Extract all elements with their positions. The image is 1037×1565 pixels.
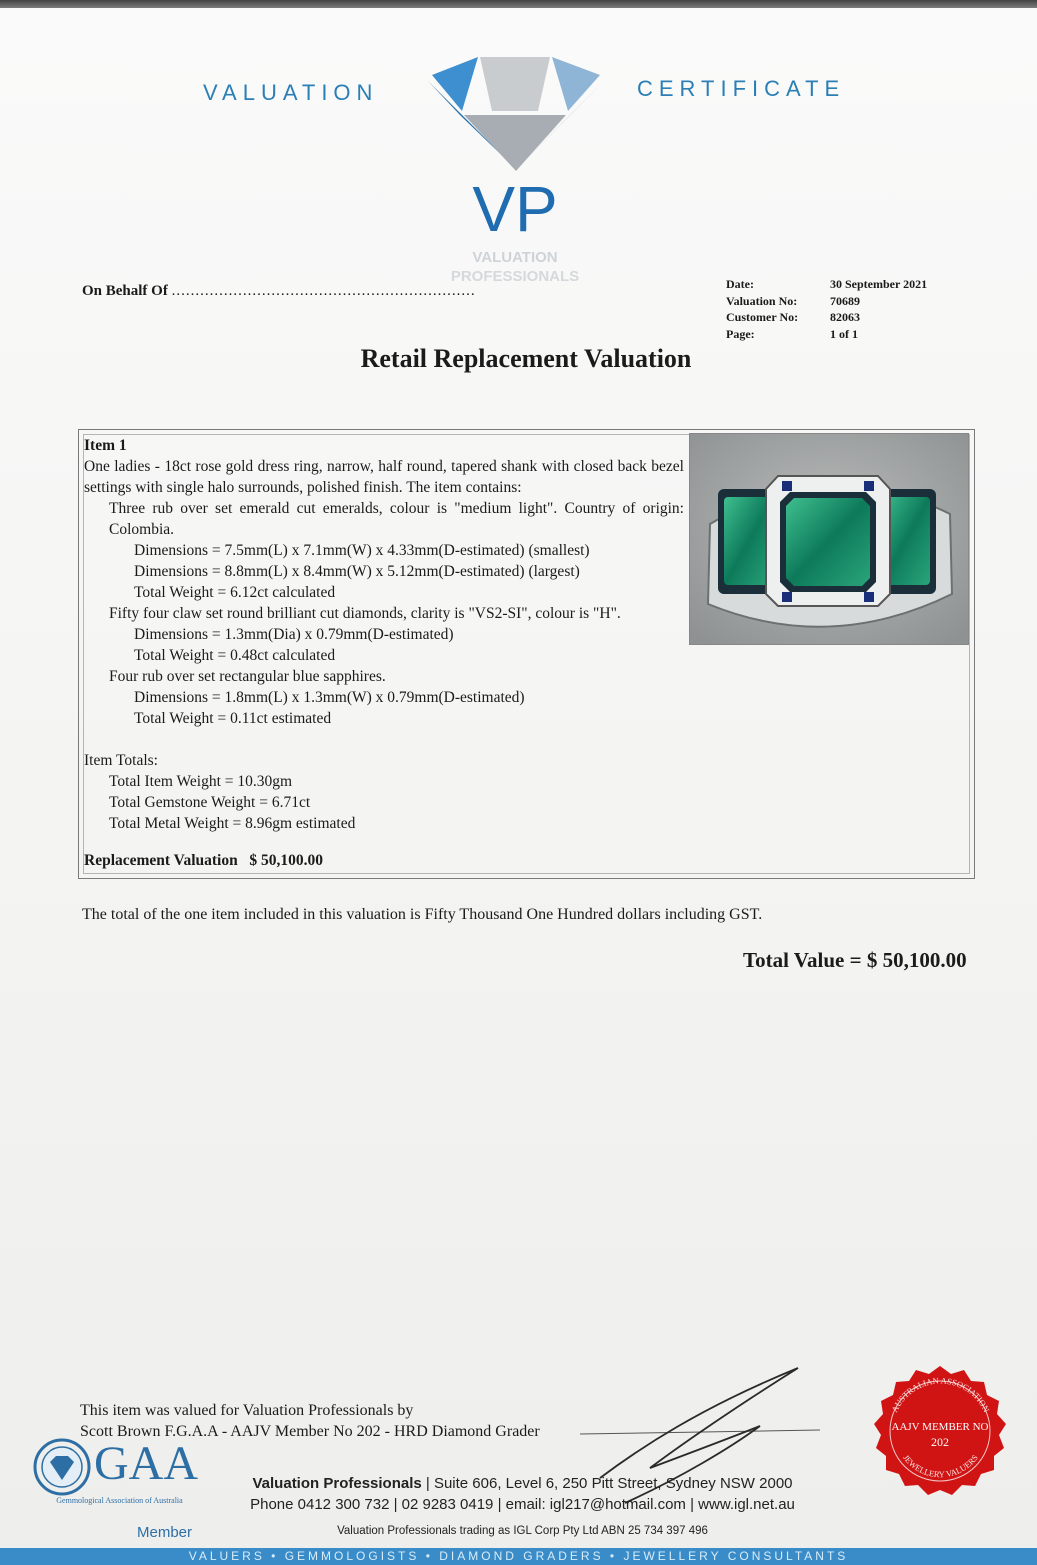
header-certificate-word: CERTIFICATE xyxy=(637,76,846,101)
aajv-seal xyxy=(873,1364,1008,1499)
gaa-member-label: Member xyxy=(137,1524,193,1541)
footer-band xyxy=(0,1548,1037,1565)
valuation-summary-line: The total of the one item included in this valuation is Fifty Thousand One Hundred dollars including GST. xyxy=(82,906,763,923)
emerald-dimensions-large: Dimensions = 8.8mm(L) x 8.4mm(W) x 5.12mm(D-estimated) (largest) xyxy=(134,563,580,580)
sapphire-dimensions: Dimensions = 1.8mm(L) x 1.3mm(W) x 0.79mm(D-estimated) xyxy=(134,689,525,706)
footer-company: Valuation Professionals xyxy=(252,1475,422,1492)
sapphire-description: Four rub over set rectangular blue sapphires. xyxy=(109,668,386,685)
sapphire-4 xyxy=(864,592,874,602)
emerald-dimensions-small: Dimensions = 7.5mm(L) x 7.1mm(W) x 4.33mm(D-estimated) (smallest) xyxy=(134,542,590,559)
total-value: Total Value = $ 50,100.00 xyxy=(743,948,967,972)
header-valuation-word: VALUATION xyxy=(203,80,379,105)
on-behalf-of xyxy=(82,283,476,300)
item-box xyxy=(78,429,975,879)
seal-arc-bottom: JEWELLERY VALUERS xyxy=(901,1452,980,1480)
valuer-line-2: Scott Brown F.G.A.A - AAJV Member No 202 - HRD Diamond Grader xyxy=(80,1423,540,1440)
total-metal-weight: Total Metal Weight = 8.96gm estimated xyxy=(109,815,356,832)
meta-customer-label: Customer No: xyxy=(726,310,799,324)
total-gemstone-weight: Total Gemstone Weight = 6.71ct xyxy=(109,794,311,811)
on-behalf-label: On Behalf Of xyxy=(82,283,168,299)
center-emerald xyxy=(786,498,870,586)
ring-illustration xyxy=(690,434,968,644)
footer-legal: Valuation Professionals trading as IGL Corp Pty Ltd ABN 25 734 397 496 xyxy=(337,1525,708,1537)
replacement-valuation xyxy=(84,852,323,870)
replacement-value: $ 50,100.00 xyxy=(249,852,323,869)
item-heading: Item 1 xyxy=(84,437,127,454)
meta-page-row xyxy=(726,326,927,343)
meta-valuation-label: Valuation No: xyxy=(726,293,798,308)
gaa-full-name: Gemmological Association of Australia xyxy=(56,1496,183,1505)
sapphire-weight: Total Weight = 0.11ct estimated xyxy=(134,710,332,727)
on-behalf-dots: ................................................................ xyxy=(171,283,476,299)
footer-address-text: | Suite 606, Level 6, 250 Pitt Street, Sydney NSW 2000 xyxy=(425,1475,793,1492)
diamond-facet-right xyxy=(552,57,600,111)
diamond-facet-center xyxy=(464,115,566,171)
gaa-letters: GAA xyxy=(94,1437,198,1490)
replacement-label: Replacement Valuation xyxy=(84,852,238,869)
seal-arc-top: AUSTRALIAN ASSOCIATION xyxy=(889,1375,992,1414)
item-description xyxy=(84,435,684,834)
certificate-meta xyxy=(726,276,927,342)
logo-sub-professionals: PROFESSIONALS xyxy=(450,268,580,285)
seal-center-line-1: AAJV MEMBER NO xyxy=(891,1421,989,1433)
meta-valuation-value: 70689 xyxy=(830,293,860,308)
meta-date-row xyxy=(726,276,927,293)
valuer-line-1: This item was valued for Valuation Professionals by xyxy=(80,1402,414,1419)
ring-photo xyxy=(689,433,969,645)
meta-page-label: Page: xyxy=(726,326,755,341)
sapphire-2 xyxy=(864,481,874,491)
meta-date-label: Date: xyxy=(726,277,754,291)
total-item-weight: Total Item Weight = 10.30gm xyxy=(109,773,293,790)
sapphire-3 xyxy=(782,592,792,602)
item-totals-heading: Item Totals: xyxy=(84,752,158,769)
diamond-description: Fifty four claw set round brilliant cut diamonds, clarity is "VS2-SI", colour is "H". xyxy=(109,605,621,622)
vp-logo xyxy=(420,53,610,288)
diamond-weight: Total Weight = 0.48ct calculated xyxy=(134,647,336,664)
meta-page-value: 1 of 1 xyxy=(830,326,858,341)
meta-customer-row xyxy=(726,309,927,326)
meta-date-value: 30 September 2021 xyxy=(830,277,928,291)
emerald-description: Three rub over set emerald cut emeralds, colour is "medium light". Country of origin: Colombia. xyxy=(109,500,684,538)
document-title: Retail Replacement Valuation xyxy=(360,344,692,373)
emerald-weight: Total Weight = 6.12ct calculated xyxy=(134,584,336,601)
diamond-dimensions: Dimensions = 1.3mm(Dia) x 0.79mm(D-estimated) xyxy=(134,626,454,643)
item-summary: One ladies - 18ct rose gold dress ring, narrow, half round, tapered shank with closed back bezel settings with single halo surrounds, polished finish. The item contains: xyxy=(84,458,684,496)
logo-letters: VP xyxy=(472,173,558,245)
meta-valuation-row xyxy=(726,293,927,310)
diamond-facet-left xyxy=(432,57,478,111)
spacer xyxy=(84,729,684,750)
sapphire-1 xyxy=(782,481,792,491)
signature xyxy=(580,1358,820,1518)
logo-sub-valuation: VALUATION xyxy=(472,249,558,266)
certificate-page xyxy=(0,8,1037,1565)
seal-center-line-2: 202 xyxy=(931,1435,949,1449)
diamond-facet-top xyxy=(480,57,550,111)
footer-contact: Phone 0412 300 732 | 02 9283 0419 | email: igl217@hotmail.com | www.igl.net.au xyxy=(250,1496,795,1513)
meta-customer-value: 82063 xyxy=(830,310,860,324)
footer-band-text: VALUERS • GEMMOLOGISTS • DIAMOND GRADERS • JEWELLERY CONSULTANTS xyxy=(188,1549,849,1563)
